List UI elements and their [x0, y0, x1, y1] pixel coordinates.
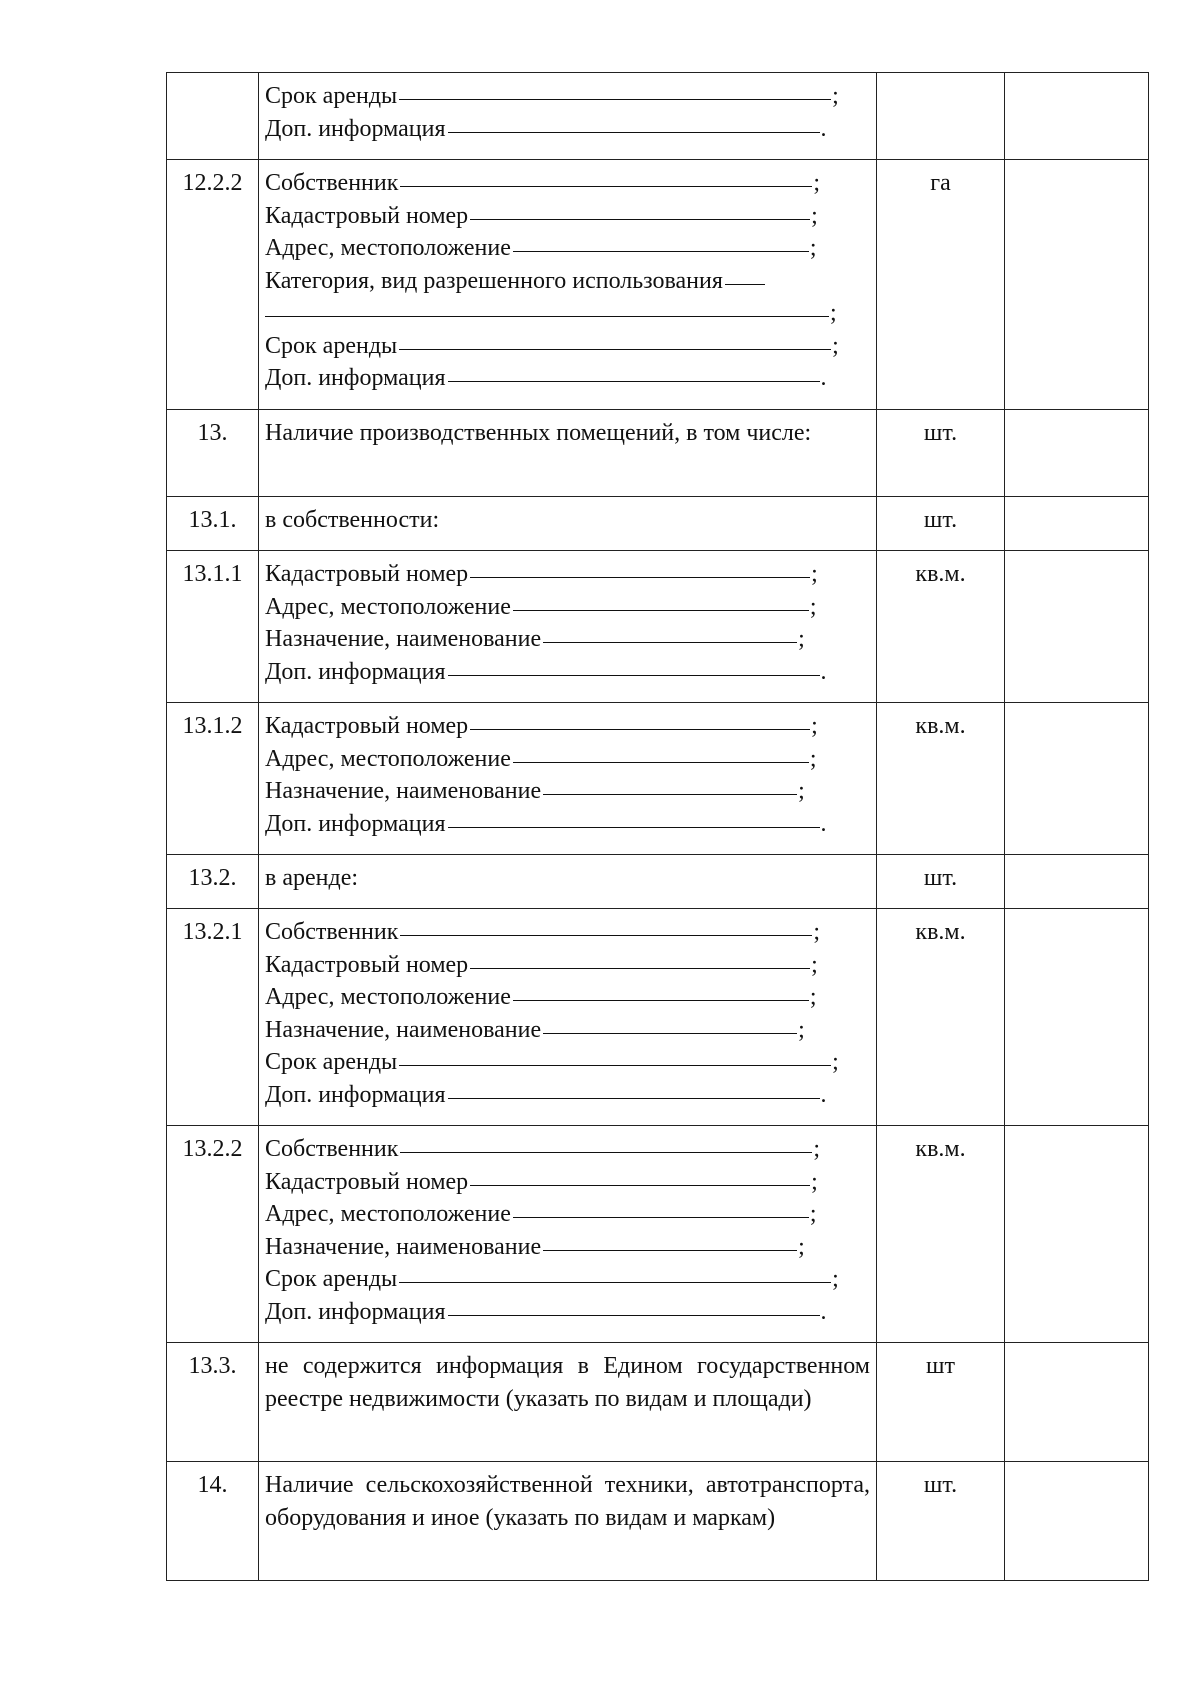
row-description: [259, 551, 877, 703]
table-row: [167, 1343, 1149, 1462]
row-number: 13.1.: [167, 497, 259, 551]
form-line: [265, 710, 870, 743]
line-end: ;: [811, 1168, 818, 1195]
line-label: Собственник: [265, 919, 399, 945]
form-line: [265, 981, 870, 1014]
line-label: Назначение, наименование: [265, 1233, 542, 1260]
form-line: [265, 330, 870, 363]
form-line: [265, 591, 870, 624]
line-end: ;: [813, 919, 821, 945]
form-line: [265, 1166, 870, 1199]
row-number: 13.1.2: [167, 703, 259, 855]
table-row: [167, 497, 1149, 551]
row-unit: кв.м.: [877, 909, 1005, 1126]
fill-in-blank[interactable]: [399, 348, 831, 350]
line-label: Доп. информация: [265, 810, 446, 837]
row-unit: шт.: [877, 1462, 1005, 1581]
row-value-cell[interactable]: [1005, 160, 1149, 410]
row-description: в аренде:: [259, 855, 877, 909]
row-description: [259, 1126, 877, 1343]
table-row: [167, 160, 1149, 410]
line-end: ;: [813, 1136, 821, 1162]
table-row: [167, 1126, 1149, 1343]
form-line: [265, 1231, 870, 1264]
row-description: в собственности:: [259, 497, 877, 551]
table-row: [167, 855, 1149, 909]
row-description: Наличие сельскохозяйственной техники, автотранспорта, оборудования и иное (указать по видам и маркам): [259, 1462, 877, 1581]
line-label: Доп. информация: [265, 365, 446, 391]
fill-in-blank[interactable]: [399, 1064, 831, 1066]
row-value-cell[interactable]: [1005, 703, 1149, 855]
form-line: [265, 1079, 870, 1112]
row-description: [259, 909, 877, 1126]
row-number: 13.2.1: [167, 909, 259, 1126]
form-line: [265, 656, 870, 689]
line-label: Адрес, местоположение: [265, 1201, 511, 1227]
fill-in-blank[interactable]: [400, 934, 812, 936]
fill-in-blank[interactable]: [513, 609, 809, 611]
fill-in-blank[interactable]: [513, 999, 809, 1001]
form-line: [265, 1014, 870, 1047]
row-value-cell[interactable]: [1005, 855, 1149, 909]
line-end: ;: [811, 561, 818, 587]
row-number: 12.2.2: [167, 160, 259, 410]
form-line: [265, 1133, 870, 1166]
fill-in-blank[interactable]: [513, 761, 809, 763]
row-description: [259, 703, 877, 855]
form-line: [265, 1046, 870, 1079]
fill-in-blank[interactable]: [448, 674, 820, 676]
line-label: Категория, вид разрешенного использования: [265, 267, 723, 294]
row-number: 13.1.1: [167, 551, 259, 703]
row-number: 13.2.: [167, 855, 259, 909]
fill-in-blank[interactable]: [513, 1216, 809, 1218]
line-label: Собственник: [265, 170, 399, 196]
row-unit: шт.: [877, 855, 1005, 909]
line-label: Адрес, местоположение: [265, 984, 511, 1010]
line-label: Срок аренды: [265, 332, 398, 359]
line-end: ;: [830, 300, 837, 326]
line-end: .: [820, 810, 827, 837]
row-description: [259, 160, 877, 410]
form-line: [265, 113, 870, 146]
row-unit: га: [877, 160, 1005, 410]
table-row: [167, 551, 1149, 703]
table-row: [167, 909, 1149, 1126]
line-end: ;: [811, 951, 818, 978]
line-label: Назначение, наименование: [265, 1016, 542, 1043]
line-label: Кадастровый номер: [265, 1168, 469, 1195]
line-end: ;: [809, 1201, 817, 1227]
fill-in-blank[interactable]: [400, 185, 812, 187]
row-unit: кв.м.: [877, 703, 1005, 855]
fill-in-blank[interactable]: [470, 576, 810, 578]
line-label: Назначение, наименование: [265, 626, 542, 652]
row-description: не содержится информация в Едином государственном реестре недвижимости (указать по видам и площади): [259, 1343, 877, 1462]
line-label: Собственник: [265, 1136, 399, 1162]
line-label: Кадастровый номер: [265, 713, 469, 739]
row-unit: шт.: [877, 410, 1005, 497]
form-line: [265, 232, 870, 265]
line-label: Адрес, местоположение: [265, 235, 511, 261]
line-end: ;: [809, 235, 817, 261]
line-label: Срок аренды: [265, 1266, 398, 1292]
form-line: [265, 623, 870, 656]
fill-in-blank[interactable]: [448, 131, 820, 133]
form-line: [265, 808, 870, 841]
fill-in-blank[interactable]: [448, 1097, 820, 1099]
fill-in-blank[interactable]: [543, 641, 797, 643]
row-number: 13.2.2: [167, 1126, 259, 1343]
line-end: ;: [798, 778, 805, 804]
row-unit: шт: [877, 1343, 1005, 1462]
form-line: [265, 167, 870, 200]
line-end: .: [820, 1298, 827, 1325]
row-value-cell[interactable]: [1005, 497, 1149, 551]
row-value-cell[interactable]: [1005, 909, 1149, 1126]
form-line: [265, 1263, 870, 1296]
row-number: 13.3.: [167, 1343, 259, 1462]
table-row: [167, 410, 1149, 497]
line-label: Адрес, местоположение: [265, 745, 511, 772]
line-label: Доп. информация: [265, 658, 446, 685]
line-end: ;: [798, 626, 805, 652]
form-line: [265, 297, 870, 330]
fill-in-blank[interactable]: [543, 1032, 797, 1034]
line-end: ;: [832, 332, 839, 359]
line-end: ;: [832, 1266, 839, 1292]
form-line: [265, 916, 870, 949]
row-value-cell[interactable]: [1005, 1126, 1149, 1343]
line-end: ;: [798, 1016, 805, 1043]
fill-in-blank[interactable]: [543, 1249, 797, 1251]
row-description: [259, 73, 877, 160]
line-label: Кадастровый номер: [265, 951, 469, 978]
row-unit: кв.м.: [877, 1126, 1005, 1343]
fill-in-blank[interactable]: [448, 380, 820, 382]
row-unit: [877, 73, 1005, 160]
line-end: ;: [811, 713, 818, 739]
form-line: [265, 1296, 870, 1329]
line-label: Доп. информация: [265, 1081, 446, 1108]
row-value-cell[interactable]: [1005, 73, 1149, 160]
line-end: ;: [809, 984, 817, 1010]
line-end: .: [820, 115, 827, 142]
row-description: Наличие производственных помещений, в том числе:: [259, 410, 877, 497]
fill-in-blank[interactable]: [543, 793, 797, 795]
row-value-cell[interactable]: [1005, 1343, 1149, 1462]
line-label: Адрес, местоположение: [265, 593, 511, 620]
line-end: .: [820, 658, 827, 685]
row-value-cell[interactable]: [1005, 410, 1149, 497]
line-end: ;: [832, 1049, 839, 1075]
fill-in-blank[interactable]: [470, 1184, 810, 1186]
line-end: ;: [832, 83, 839, 109]
line-label: Доп. информация: [265, 1298, 446, 1325]
row-number: 14.: [167, 1462, 259, 1581]
line-end: ;: [798, 1233, 805, 1260]
line-end: ;: [811, 202, 818, 229]
fill-in-blank[interactable]: [448, 1314, 820, 1316]
line-label: Кадастровый номер: [265, 202, 469, 229]
fill-in-blank[interactable]: [399, 98, 831, 100]
row-value-cell[interactable]: [1005, 1462, 1149, 1581]
form-line: [265, 1198, 870, 1231]
fill-in-blank[interactable]: [470, 728, 810, 730]
row-number: [167, 73, 259, 160]
row-unit: шт.: [877, 497, 1005, 551]
table-row: [167, 1462, 1149, 1581]
fill-in-blank[interactable]: [470, 218, 810, 220]
form-line: [265, 558, 870, 591]
fill-in-blank[interactable]: [399, 1281, 831, 1283]
row-number: 13.: [167, 410, 259, 497]
table-row: [167, 703, 1149, 855]
table-row: [167, 73, 1149, 160]
form-line: [265, 949, 870, 982]
row-value-cell[interactable]: [1005, 551, 1149, 703]
line-end: .: [820, 365, 827, 391]
line-end: ;: [809, 745, 817, 772]
fill-in-blank[interactable]: [448, 826, 820, 828]
fill-in-blank[interactable]: [265, 315, 829, 317]
fill-in-blank[interactable]: [725, 283, 765, 285]
line-end: ;: [809, 593, 817, 620]
form-line: [265, 200, 870, 233]
fill-in-blank[interactable]: [470, 967, 810, 969]
form-line: [265, 362, 870, 395]
fill-in-blank[interactable]: [400, 1151, 812, 1153]
row-unit: кв.м.: [877, 551, 1005, 703]
form-line: [265, 743, 870, 776]
line-end: .: [820, 1081, 827, 1108]
form-table: [166, 72, 1149, 1581]
form-line: [265, 80, 870, 113]
line-label: Назначение, наименование: [265, 778, 542, 804]
line-label: Срок аренды: [265, 83, 398, 109]
form-line: [265, 265, 870, 298]
line-label: Кадастровый номер: [265, 561, 469, 587]
fill-in-blank[interactable]: [513, 250, 809, 252]
form-line: [265, 775, 870, 808]
line-end: ;: [813, 170, 821, 196]
form-table-body: [167, 73, 1149, 1581]
line-label: Срок аренды: [265, 1049, 398, 1075]
line-label: Доп. информация: [265, 115, 446, 142]
